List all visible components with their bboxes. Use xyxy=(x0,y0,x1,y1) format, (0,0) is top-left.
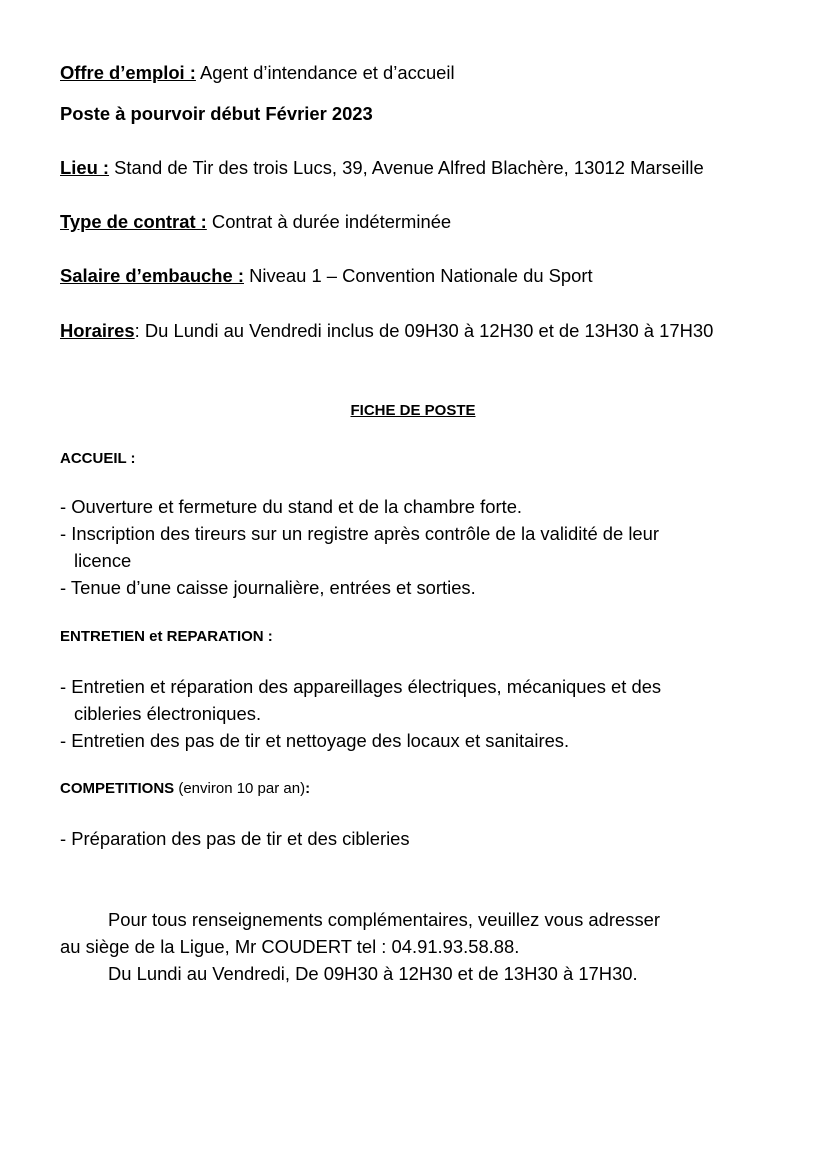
entretien-heading: ENTRETIEN et REPARATION : xyxy=(60,628,273,645)
hours-line xyxy=(60,320,713,342)
salary-line xyxy=(60,265,593,287)
accueil-item: - Ouverture et fermeture du stand et de la chambre forte. xyxy=(60,496,523,517)
salary-value: Niveau 1 – Convention Nationale du Sport xyxy=(243,265,593,286)
accueil-heading: ACCUEIL : xyxy=(60,450,136,467)
competitions-colon: : xyxy=(305,780,311,797)
competitions-item: - Préparation des pas de tir et des cibleries xyxy=(60,828,410,849)
contact-line-3: Du Lundi au Vendredi, De 09H30 à 12H30 et de 13H30 à 17H30. xyxy=(108,963,638,984)
competitions-label: COMPETITIONS xyxy=(60,780,175,797)
salary-label: Salaire d’embauche : xyxy=(60,265,244,286)
offer-label: Offre d’emploi : xyxy=(60,62,196,83)
location-value: Stand de Tir des trois Lucs, 39, Avenue Alfred Blachère, 13012 Marseille xyxy=(109,157,704,178)
competitions-note: (environ 10 par an) xyxy=(174,780,306,797)
accueil-item-continuation: licence xyxy=(74,550,132,571)
entretien-item: - Entretien des pas de tir et nettoyage des locaux et sanitaires. xyxy=(60,730,570,751)
competitions-heading xyxy=(60,779,310,799)
offer-value: Agent d’intendance et d’accueil xyxy=(195,62,455,83)
hours-label: Horaires xyxy=(60,320,135,341)
job-sheet-title: FICHE DE POSTE xyxy=(350,402,476,419)
entretien-item: - Entretien et réparation des appareillages électriques, mécaniques et des xyxy=(60,676,662,697)
contract-label: Type de contrat : xyxy=(60,211,207,232)
accueil-item: - Tenue d’une caisse journalière, entrées et sorties. xyxy=(60,577,476,598)
contract-value: Contrat à durée indéterminée xyxy=(206,211,452,232)
contract-line xyxy=(60,211,451,233)
offer-line xyxy=(60,62,455,84)
accueil-item: - Inscription des tireurs sur un registre après contrôle de la validité de leur xyxy=(60,523,660,544)
start-date: Poste à pourvoir début Février 2023 xyxy=(60,103,373,124)
location-label: Lieu : xyxy=(60,157,110,178)
entretien-item-continuation: cibleries électroniques. xyxy=(74,703,262,724)
hours-value: : Du Lundi au Vendredi inclus de 09H30 à 12H30 et de 13H30 à 17H30 xyxy=(134,320,714,341)
contact-line-1: Pour tous renseignements complémentaires, veuillez vous adresser xyxy=(108,909,660,930)
contact-line-2: au siège de la Ligue, Mr COUDERT tel : 04.91.93.58.88. xyxy=(60,936,520,957)
location-line xyxy=(60,157,704,179)
